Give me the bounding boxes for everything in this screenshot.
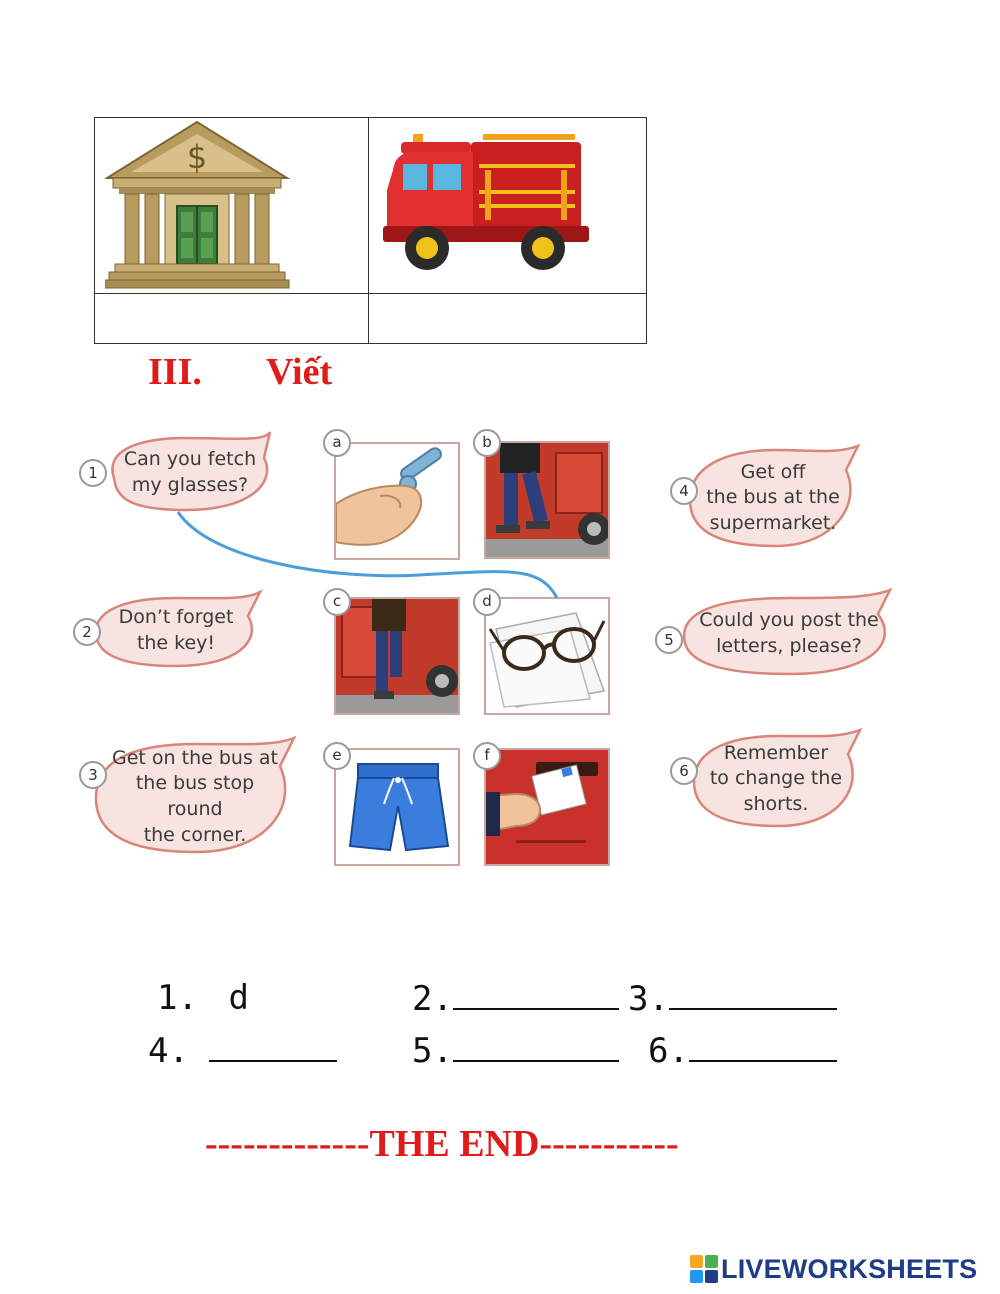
bubble-text: Remember to change the shorts. xyxy=(709,741,843,815)
answer-label: 5. xyxy=(412,1031,453,1071)
answer-label: 1. xyxy=(157,978,198,1018)
answer-label: 6. xyxy=(648,1031,689,1071)
answer-value[interactable]: d xyxy=(228,978,249,1018)
bubble-text: Get on the bus at the bus stop round the corner. xyxy=(112,746,278,846)
photo-letter: e xyxy=(323,742,351,770)
svg-text:$: $ xyxy=(186,138,208,176)
the-end-banner: -------------THE END----------- xyxy=(205,1123,679,1165)
bubble-number: 2 xyxy=(73,618,101,646)
bubble-text: Don’t forget the key! xyxy=(118,606,234,654)
bubble-text: Can you fetch my glasses? xyxy=(123,448,257,496)
bubble-number: 3 xyxy=(79,761,107,789)
photo-letter: b xyxy=(473,429,501,457)
photo-letter: a xyxy=(323,429,351,457)
bubble-text: Get off the bus at the supermarket. xyxy=(706,460,840,534)
logo-text: LIVEWORKSHEETS xyxy=(721,1253,978,1284)
photo-letter: c xyxy=(323,588,351,616)
section-number: III. xyxy=(148,351,202,393)
photo-letter: f xyxy=(473,742,501,770)
bubble-number: 1 xyxy=(79,459,107,487)
bubble-number: 6 xyxy=(670,757,698,785)
answer-label: 3. xyxy=(628,979,669,1019)
answer-label: 2. xyxy=(412,979,453,1019)
section-title: Viết xyxy=(266,351,333,393)
bubble-number: 5 xyxy=(655,626,683,654)
bubble-number: 4 xyxy=(670,477,698,505)
bubble-text: Could you post the letters, please? xyxy=(699,609,879,657)
photo-letter: d xyxy=(473,588,501,616)
answer-label: 4. xyxy=(148,1031,189,1071)
